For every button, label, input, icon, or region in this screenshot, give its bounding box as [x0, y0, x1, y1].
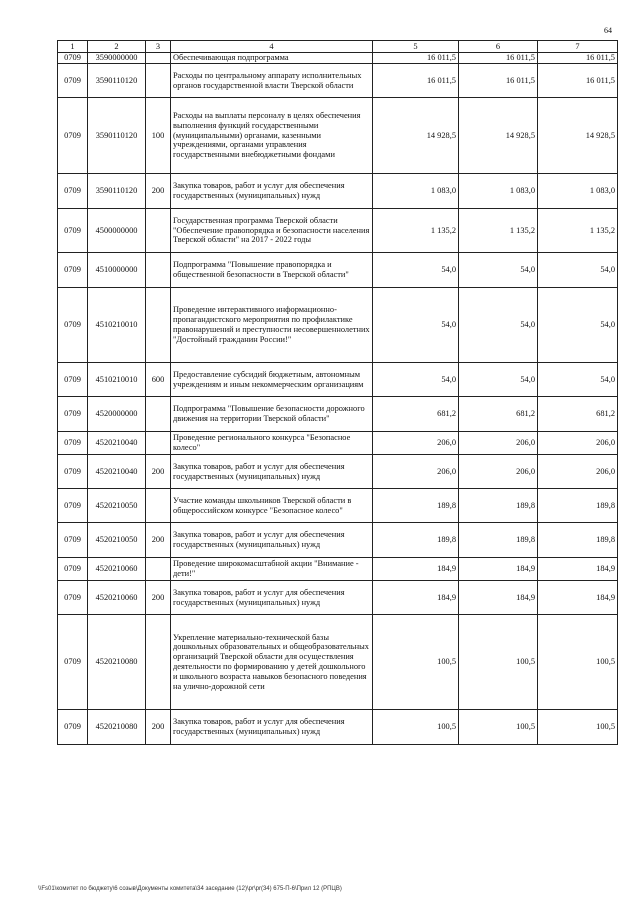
row-amount-2022: 1 135,2 — [538, 209, 618, 253]
row-amount-2020: 54,0 — [373, 288, 459, 363]
row-name: Закупка товаров, работ и услуг для обеспечения государственных (муниципальных) нужд — [171, 710, 373, 745]
row-target-article: 3590000000 — [88, 53, 146, 64]
row-target-article: 4520210050 — [88, 489, 146, 523]
page-number: 64 — [604, 26, 612, 35]
row-name: Подпрограмма "Повышение безопасности дорожного движения на территории Тверской области" — [171, 397, 373, 432]
table-body — [58, 53, 618, 745]
row-amount-2021: 54,0 — [459, 288, 538, 363]
row-amount-2020: 189,8 — [373, 489, 459, 523]
row-amount-2020: 189,8 — [373, 523, 459, 558]
row-amount-2020: 206,0 — [373, 432, 459, 455]
row-name: Обеспечивающая подпрограмма — [171, 53, 373, 64]
row-target-article: 3590110120 — [88, 64, 146, 98]
row-expense-type: 200 — [146, 581, 171, 615]
row-amount-2020: 54,0 — [373, 253, 459, 288]
row-amount-2020: 100,5 — [373, 615, 459, 710]
row-amount-2022: 14 928,5 — [538, 98, 618, 174]
row-name: Закупка товаров, работ и услуг для обеспечения государственных (муниципальных) нужд — [171, 581, 373, 615]
row-section-code: 0709 — [58, 432, 88, 455]
row-target-article: 4510210010 — [88, 363, 146, 397]
row-amount-2022: 184,9 — [538, 558, 618, 581]
row-amount-2021: 1 135,2 — [459, 209, 538, 253]
row-amount-2020: 206,0 — [373, 455, 459, 489]
row-name: Закупка товаров, работ и услуг для обеспечения государственных (муниципальных) нужд — [171, 523, 373, 558]
row-target-article: 4520210040 — [88, 432, 146, 455]
row-name: Расходы по центральному аппарату исполнительных органов государственной власти Тверской области — [171, 64, 373, 98]
table-row — [58, 432, 618, 455]
table-row — [58, 523, 618, 558]
table-row — [58, 455, 618, 489]
row-amount-2021: 16 011,5 — [459, 53, 538, 64]
row-name: Расходы на выплаты персоналу в целях обеспечения выполнения функций государственными (муниципальными) органами, казенными учреждениями, органами управления государственными внебюджетными фондами — [171, 98, 373, 174]
header-col-3: 3 — [146, 41, 171, 53]
row-expense-type — [146, 615, 171, 710]
row-section-code: 0709 — [58, 710, 88, 745]
row-expense-type: 200 — [146, 523, 171, 558]
table-row — [58, 288, 618, 363]
row-target-article: 4520210080 — [88, 710, 146, 745]
row-amount-2021: 184,9 — [459, 558, 538, 581]
row-amount-2020: 184,9 — [373, 558, 459, 581]
header-col-7: 7 — [538, 41, 618, 53]
row-amount-2022: 206,0 — [538, 432, 618, 455]
row-expense-type — [146, 558, 171, 581]
row-section-code: 0709 — [58, 397, 88, 432]
table-header-row — [58, 41, 618, 53]
row-expense-type — [146, 489, 171, 523]
table-row — [58, 209, 618, 253]
row-expense-type — [146, 64, 171, 98]
row-name: Закупка товаров, работ и услуг для обеспечения государственных (муниципальных) нужд — [171, 455, 373, 489]
row-amount-2022: 184,9 — [538, 581, 618, 615]
row-section-code: 0709 — [58, 523, 88, 558]
row-amount-2020: 184,9 — [373, 581, 459, 615]
row-amount-2021: 206,0 — [459, 432, 538, 455]
row-amount-2022: 189,8 — [538, 489, 618, 523]
row-name: Предоставление субсидий бюджетным, автономным учреждениям и иным некоммерческим организациям — [171, 363, 373, 397]
row-section-code: 0709 — [58, 253, 88, 288]
row-amount-2021: 681,2 — [459, 397, 538, 432]
table-row — [58, 363, 618, 397]
row-section-code: 0709 — [58, 174, 88, 209]
row-expense-type: 600 — [146, 363, 171, 397]
row-amount-2020: 14 928,5 — [373, 98, 459, 174]
row-name: Участие команды школьников Тверской области в общероссийском конкурсе "Безопасное колесо" — [171, 489, 373, 523]
row-amount-2020: 1 135,2 — [373, 209, 459, 253]
row-amount-2021: 189,8 — [459, 523, 538, 558]
file-path-footer: \\Fs01\комитет по бюджету\6 созыв\Документы комитета\34 заседание (12)\pr\pr(34) 675-П-6\Прил 12 (РПЦВ) — [38, 886, 342, 892]
row-section-code: 0709 — [58, 489, 88, 523]
row-target-article: 4520210080 — [88, 615, 146, 710]
row-amount-2021: 100,5 — [459, 615, 538, 710]
row-name: Закупка товаров, работ и услуг для обеспечения государственных (муниципальных) нужд — [171, 174, 373, 209]
row-amount-2020: 1 083,0 — [373, 174, 459, 209]
row-section-code: 0709 — [58, 288, 88, 363]
row-section-code: 0709 — [58, 615, 88, 710]
row-section-code: 0709 — [58, 581, 88, 615]
row-section-code: 0709 — [58, 53, 88, 64]
row-target-article: 4520000000 — [88, 397, 146, 432]
row-amount-2020: 681,2 — [373, 397, 459, 432]
row-target-article: 4520210060 — [88, 581, 146, 615]
row-amount-2020: 100,5 — [373, 710, 459, 745]
row-target-article: 4520210040 — [88, 455, 146, 489]
header-col-2: 2 — [88, 41, 146, 53]
row-expense-type — [146, 253, 171, 288]
row-section-code: 0709 — [58, 98, 88, 174]
table-row — [58, 253, 618, 288]
row-amount-2021: 206,0 — [459, 455, 538, 489]
row-expense-type: 200 — [146, 174, 171, 209]
row-amount-2021: 14 928,5 — [459, 98, 538, 174]
row-amount-2022: 100,5 — [538, 710, 618, 745]
row-amount-2022: 54,0 — [538, 288, 618, 363]
row-amount-2022: 100,5 — [538, 615, 618, 710]
row-name: Проведение регионального конкурса "Безопасное колесо" — [171, 432, 373, 455]
row-amount-2022: 206,0 — [538, 455, 618, 489]
table-row — [58, 397, 618, 432]
row-amount-2021: 184,9 — [459, 581, 538, 615]
budget-table — [57, 40, 618, 745]
row-amount-2022: 16 011,5 — [538, 53, 618, 64]
row-amount-2022: 16 011,5 — [538, 64, 618, 98]
row-amount-2020: 16 011,5 — [373, 53, 459, 64]
row-name: Проведение широкомасштабной акции "Внимание - дети!" — [171, 558, 373, 581]
row-amount-2021: 1 083,0 — [459, 174, 538, 209]
row-section-code: 0709 — [58, 209, 88, 253]
header-col-4: 4 — [171, 41, 373, 53]
row-amount-2022: 189,8 — [538, 523, 618, 558]
row-target-article: 4510000000 — [88, 253, 146, 288]
row-expense-type — [146, 397, 171, 432]
row-amount-2022: 1 083,0 — [538, 174, 618, 209]
row-target-article: 3590110120 — [88, 174, 146, 209]
row-amount-2022: 681,2 — [538, 397, 618, 432]
table-row — [58, 581, 618, 615]
header-col-5: 5 — [373, 41, 459, 53]
row-expense-type: 200 — [146, 455, 171, 489]
row-name: Укрепление материально-технической базы дошкольных образовательных и общеобразовательных организаций Тверской области для осуществления деятельности по формированию у детей дошкольного и школьного возраста навыков безопасного поведения на улично-дорожной сети — [171, 615, 373, 710]
row-amount-2021: 189,8 — [459, 489, 538, 523]
row-amount-2021: 54,0 — [459, 363, 538, 397]
table-row — [58, 98, 618, 174]
row-expense-type: 200 — [146, 710, 171, 745]
row-amount-2022: 54,0 — [538, 253, 618, 288]
row-target-article: 4520210060 — [88, 558, 146, 581]
row-amount-2021: 16 011,5 — [459, 64, 538, 98]
row-expense-type — [146, 209, 171, 253]
row-name: Подпрограмма "Повышение правопорядка и общественной безопасности в Тверской области" — [171, 253, 373, 288]
table-row — [58, 710, 618, 745]
row-name: Проведение интерактивного информационно-пропагандистского мероприятия по профилактике правонарушений и преступности несовершеннолетних "Достойный гражданин России!" — [171, 288, 373, 363]
row-amount-2021: 100,5 — [459, 710, 538, 745]
row-amount-2020: 54,0 — [373, 363, 459, 397]
header-col-1: 1 — [58, 41, 88, 53]
row-expense-type: 100 — [146, 98, 171, 174]
row-expense-type — [146, 53, 171, 64]
row-name: Государственная программа Тверской области "Обеспечение правопорядка и безопасности населения Тверской области" на 2017 - 2022 годы — [171, 209, 373, 253]
row-section-code: 0709 — [58, 363, 88, 397]
row-target-article: 3590110120 — [88, 98, 146, 174]
row-amount-2021: 54,0 — [459, 253, 538, 288]
table-row — [58, 174, 618, 209]
table-row — [58, 558, 618, 581]
row-expense-type — [146, 288, 171, 363]
row-section-code: 0709 — [58, 558, 88, 581]
row-target-article: 4500000000 — [88, 209, 146, 253]
row-amount-2022: 54,0 — [538, 363, 618, 397]
table-row — [58, 489, 618, 523]
row-section-code: 0709 — [58, 64, 88, 98]
row-amount-2020: 16 011,5 — [373, 64, 459, 98]
row-expense-type — [146, 432, 171, 455]
row-section-code: 0709 — [58, 455, 88, 489]
row-target-article: 4520210050 — [88, 523, 146, 558]
row-target-article: 4510210010 — [88, 288, 146, 363]
table-row — [58, 615, 618, 710]
table-row — [58, 64, 618, 98]
header-col-6: 6 — [459, 41, 538, 53]
table-row — [58, 53, 618, 64]
